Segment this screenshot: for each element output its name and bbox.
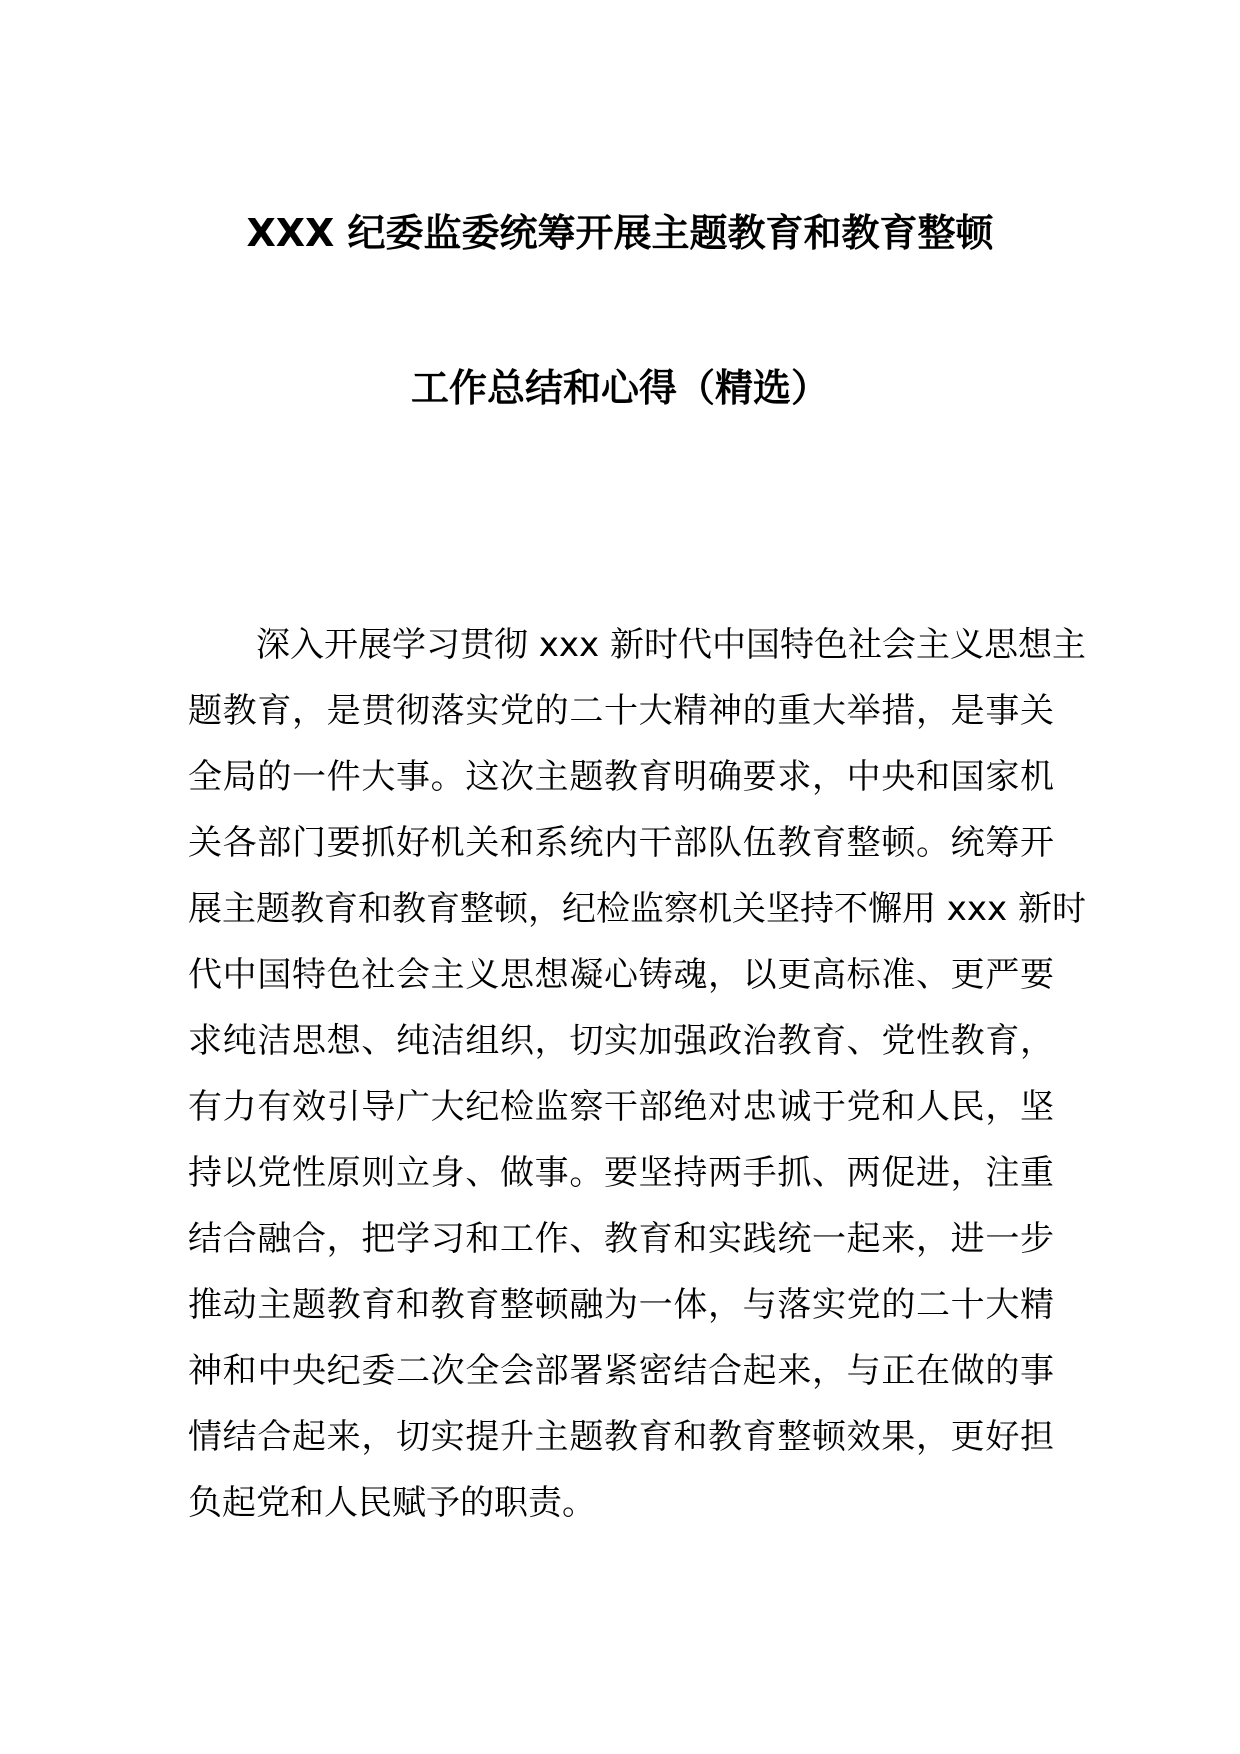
document-title-line-1: XXX 纪委监委统筹开展主题教育和教育整顿 <box>246 211 994 255</box>
document-title-line-2: 工作总结和心得（精选） <box>410 366 829 410</box>
paragraph-line: 神和中央纪委二次全会部署紧密结合起来，与正在做的事 <box>188 1351 1054 1391</box>
paragraph-line: 代中国特色社会主义思想凝心铸魂，以更高标准、更严要 <box>188 955 1054 995</box>
paragraph-line: 求纯洁思想、纯洁组织，切实加强政治教育、党性教育， <box>188 1021 1054 1061</box>
paragraph-line: 情结合起来，切实提升主题教育和教育整顿效果，更好担 <box>188 1417 1054 1457</box>
paragraph-line: 有力有效引导广大纪检监察干部绝对忠诚于党和人民，坚 <box>188 1087 1054 1127</box>
paragraph-line: 关各部门要抓好机关和系统内干部队伍教育整顿。统筹开 <box>188 823 1054 863</box>
paragraph-line: 展主题教育和教育整顿，纪检监察机关坚持不懈用 xxx 新时 <box>188 889 1086 929</box>
paragraph-line: 负起党和人民赋予的职责。 <box>188 1483 596 1523</box>
paragraph-line: 结合融合，把学习和工作、教育和实践统一起来，进一步 <box>188 1219 1054 1259</box>
paragraph-line: 题教育，是贯彻落实党的二十大精神的重大举措，是事关 <box>188 691 1054 731</box>
body-paragraph <box>188 612 1086 1536</box>
paragraph-line: 推动主题教育和教育整顿融为一体，与落实党的二十大精 <box>188 1285 1054 1325</box>
paragraph-line: 深入开展学习贯彻 xxx 新时代中国特色社会主义思想主 <box>256 625 1086 665</box>
paragraph-line: 持以党性原则立身、做事。要坚持两手抓、两促进，注重 <box>188 1153 1054 1193</box>
paragraph-line: 全局的一件大事。这次主题教育明确要求，中央和国家机 <box>188 757 1054 797</box>
